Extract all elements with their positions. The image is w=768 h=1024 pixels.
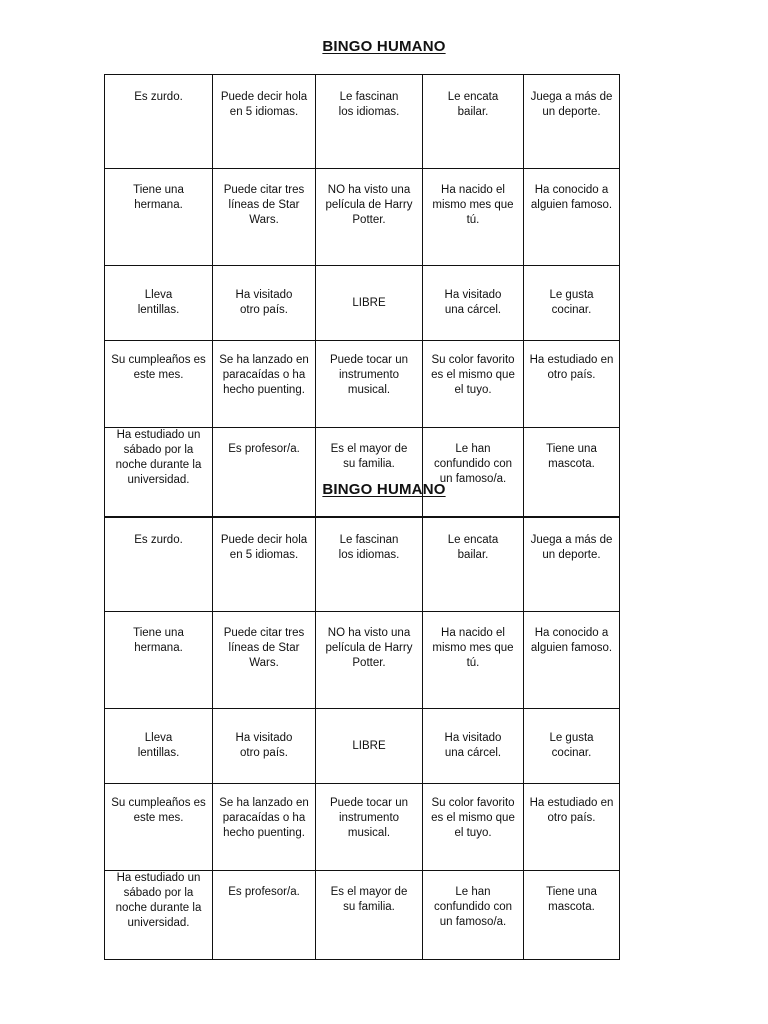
bingo-cell: Es profesor/a. bbox=[213, 871, 316, 960]
bingo-cell: Es profesor/a. bbox=[213, 428, 316, 517]
bingo-cell: Lleva lentillas. bbox=[105, 266, 213, 341]
bingo-cell: Ha estudiado en otro país. bbox=[524, 341, 620, 428]
bingo-cell: Es el mayor de su familia. bbox=[316, 428, 423, 517]
bingo-cell: NO ha visto una película de Harry Potter. bbox=[316, 612, 423, 709]
bingo-grid bbox=[104, 517, 620, 960]
bingo-cell: Tiene una hermana. bbox=[105, 169, 213, 266]
board-title-text: BINGO HUMANO bbox=[322, 38, 446, 55]
bingo-cell: Su color favorito es el mismo que el tuyo. bbox=[423, 784, 524, 871]
board-title bbox=[0, 38, 768, 55]
bingo-row bbox=[105, 75, 620, 169]
bingo-cell: Ha estudiado un sábado por la noche durante la universidad. bbox=[105, 428, 213, 517]
bingo-row bbox=[105, 428, 620, 517]
bingo-cell: Puede tocar un instrumento musical. bbox=[316, 784, 423, 871]
bingo-cell: NO ha visto una película de Harry Potter. bbox=[316, 169, 423, 266]
bingo-cell: Puede tocar un instrumento musical. bbox=[316, 341, 423, 428]
bingo-cell: Le han confundido con un famoso/a. bbox=[423, 871, 524, 960]
bingo-cell: Le gusta cocinar. bbox=[524, 266, 620, 341]
bingo-cell: Puede citar tres líneas de Star Wars. bbox=[213, 612, 316, 709]
board-title bbox=[0, 481, 768, 498]
bingo-row bbox=[105, 341, 620, 428]
bingo-cell: Le fascinan los idiomas. bbox=[316, 75, 423, 169]
bingo-cell: Se ha lanzado en paracaídas o ha hecho puenting. bbox=[213, 784, 316, 871]
bingo-cell: Le encata bailar. bbox=[423, 518, 524, 612]
bingo-cell: Ha visitado una cárcel. bbox=[423, 709, 524, 784]
bingo-cell: Su cumpleaños es este mes. bbox=[105, 784, 213, 871]
bingo-cell: Ha conocido a alguien famoso. bbox=[524, 612, 620, 709]
bingo-cell: Se ha lanzado en paracaídas o ha hecho puenting. bbox=[213, 341, 316, 428]
bingo-cell: Lleva lentillas. bbox=[105, 709, 213, 784]
bingo-cell: Puede decir hola en 5 idiomas. bbox=[213, 75, 316, 169]
bingo-row bbox=[105, 518, 620, 612]
bingo-cell: Ha nacido el mismo mes que tú. bbox=[423, 612, 524, 709]
bingo-cell: Juega a más de un deporte. bbox=[524, 518, 620, 612]
bingo-cell: Juega a más de un deporte. bbox=[524, 75, 620, 169]
bingo-row bbox=[105, 266, 620, 341]
bingo-cell: Le encata bailar. bbox=[423, 75, 524, 169]
bingo-cell: Puede decir hola en 5 idiomas. bbox=[213, 518, 316, 612]
bingo-row bbox=[105, 709, 620, 784]
bingo-cell: Es el mayor de su familia. bbox=[316, 871, 423, 960]
bingo-grid bbox=[104, 74, 620, 517]
board-title-text: BINGO HUMANO bbox=[322, 481, 446, 498]
bingo-cell: Es zurdo. bbox=[105, 518, 213, 612]
bingo-cell: Tiene una mascota. bbox=[524, 428, 620, 517]
bingo-row bbox=[105, 169, 620, 266]
bingo-row bbox=[105, 612, 620, 709]
bingo-row bbox=[105, 784, 620, 871]
bingo-cell: Ha estudiado un sábado por la noche durante la universidad. bbox=[105, 871, 213, 960]
bingo-cell: Le han confundido con un famoso/a. bbox=[423, 428, 524, 517]
free-cell: LIBRE bbox=[316, 266, 423, 341]
bingo-cell: Tiene una hermana. bbox=[105, 612, 213, 709]
bingo-cell: Es zurdo. bbox=[105, 75, 213, 169]
bingo-cell: Ha nacido el mismo mes que tú. bbox=[423, 169, 524, 266]
bingo-cell: Le fascinan los idiomas. bbox=[316, 518, 423, 612]
bingo-cell: Le gusta cocinar. bbox=[524, 709, 620, 784]
bingo-cell: Su cumpleaños es este mes. bbox=[105, 341, 213, 428]
bingo-cell: Su color favorito es el mismo que el tuyo. bbox=[423, 341, 524, 428]
bingo-cell: Puede citar tres líneas de Star Wars. bbox=[213, 169, 316, 266]
bingo-cell: Ha estudiado en otro país. bbox=[524, 784, 620, 871]
bingo-cell: Ha conocido a alguien famoso. bbox=[524, 169, 620, 266]
bingo-cell: Ha visitado otro país. bbox=[213, 266, 316, 341]
free-cell: LIBRE bbox=[316, 709, 423, 784]
bingo-cell: Tiene una mascota. bbox=[524, 871, 620, 960]
bingo-cell: Ha visitado una cárcel. bbox=[423, 266, 524, 341]
bingo-row bbox=[105, 871, 620, 960]
bingo-cell: Ha visitado otro país. bbox=[213, 709, 316, 784]
